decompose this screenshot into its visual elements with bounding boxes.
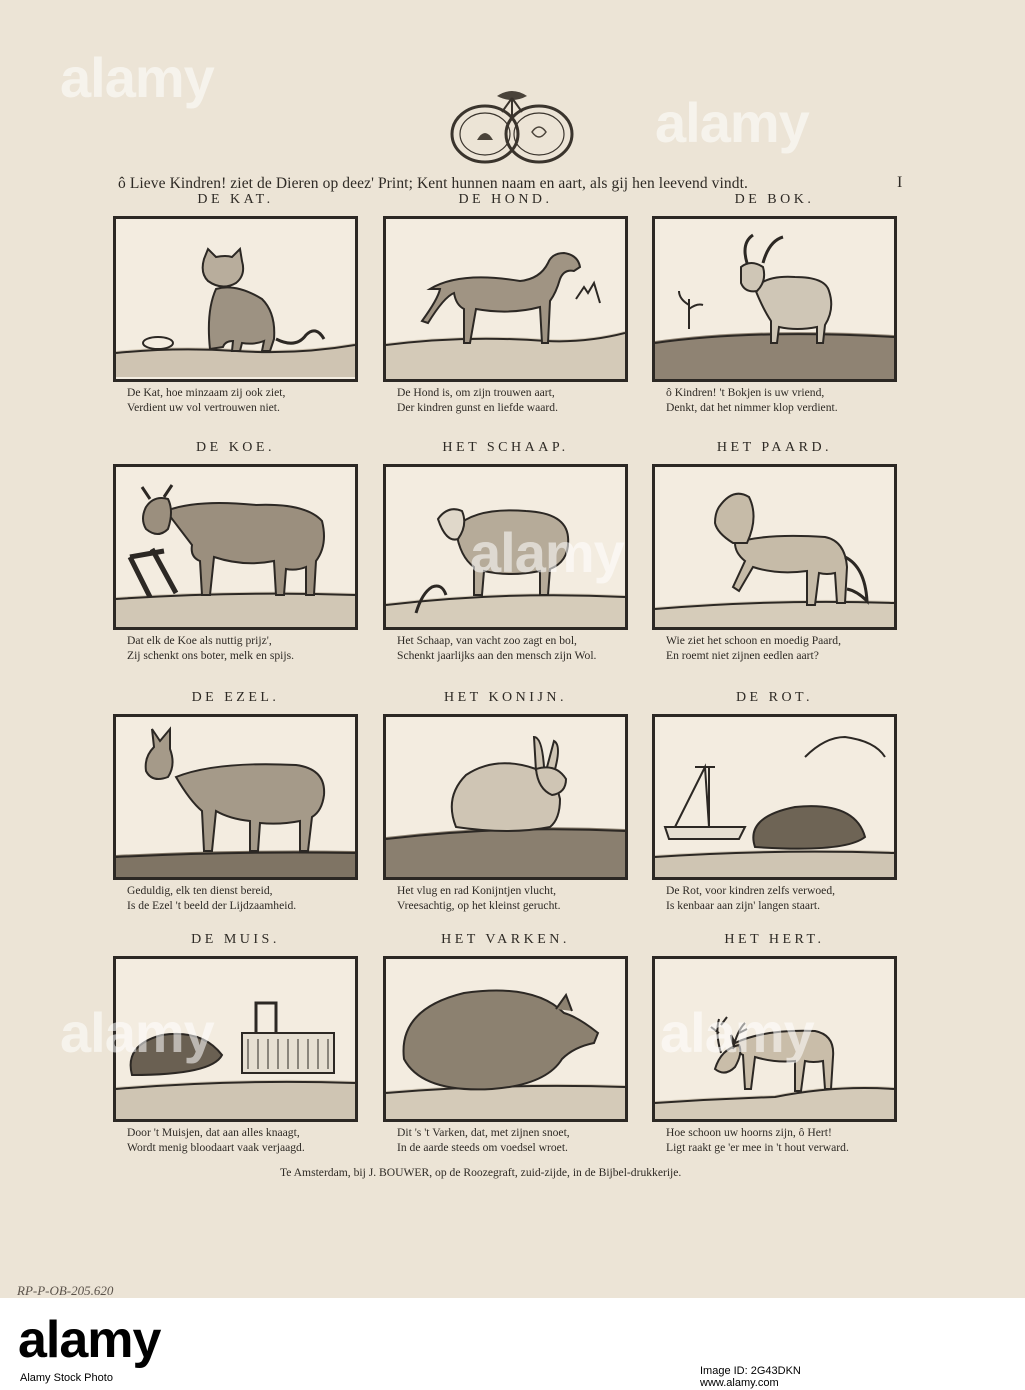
animal-verse: Dat elk de Koe als nuttig prijz', Zij schenkt ons boter, melk en spijs. (127, 634, 294, 662)
woodcut-frame (652, 714, 897, 880)
stock-caption: Alamy Stock Photo (20, 1372, 113, 1384)
donkey-woodcut-icon (116, 717, 355, 877)
rat-woodcut-icon (655, 717, 894, 877)
sheet-number: I (897, 174, 903, 191)
animal-verse: De Rot, voor kindren zelfs verwoed, Is kenbaar aan zijn' langen staart. (666, 884, 836, 912)
publisher-imprint: Te Amsterdam, bij J. BOUWER, op de Roozegraft, zuid-zijde, in de Bijbel-drukkerije. (280, 1166, 682, 1179)
animal-name: HET SCHAAP. (442, 440, 569, 455)
goat-woodcut-icon (655, 219, 894, 379)
animal-verse: De Kat, hoe minzaam zij ook ziet, Verdient uw vol vertrouwen niet. (127, 386, 286, 414)
woodcut-frame (383, 956, 628, 1122)
watermark: alamy (660, 1001, 814, 1064)
woodcut-frame (113, 464, 358, 630)
watermark: alamy (470, 521, 624, 584)
stock-image-id: Image ID: 2G43DKN (700, 1365, 801, 1377)
animal-verse: De Hond is, om zijn trouwen aart, Der kindren gunst en liefde waard. (397, 386, 558, 414)
cow-woodcut-icon (116, 467, 355, 627)
woodcut-frame (383, 216, 628, 382)
watermark: alamy (60, 1001, 214, 1064)
stock-logo: alamy (18, 1311, 161, 1369)
animal-verse: Dit 's 't Varken, dat, met zijnen snoet, In de aarde steeds om voedsel wroet. (397, 1126, 570, 1154)
animal-verse: Hoe schoon uw hoorns zijn, ô Hert! Ligt raakt ge 'er mee in 't hout verward. (666, 1126, 849, 1154)
animal-name: HET PAARD. (716, 440, 833, 455)
animal-verse: Wie ziet het schoon en moedig Paard, En roemt niet zijnen eedlen aart? (666, 634, 841, 662)
watermark: alamy (655, 91, 809, 154)
woodcut-frame (383, 714, 628, 880)
animal-verse: Het vlug en rad Konijntjen vlucht, Vreesachtig, op het kleinst gerucht. (397, 884, 561, 912)
animal-name: DE ROT. (735, 690, 814, 705)
animal-name: DE KOE. (196, 440, 275, 455)
sheet-title: ô Lieve Kindren! ziet de Dieren op deez' Print; Kent hunnen naam en aart, als gij hen leevend vindt. (118, 175, 748, 192)
inventory-number: RP-P-OB-205.620 (17, 1283, 114, 1298)
animal-name: DE MUIS. (191, 932, 280, 947)
dog-woodcut-icon (386, 219, 625, 379)
animal-verse: ô Kindren! 't Bokjen is uw vriend, Denkt, dat het nimmer klop verdient. (666, 386, 838, 414)
emblem-wreath-icon (437, 88, 587, 168)
woodcut-frame (652, 464, 897, 630)
animal-name: DE HOND. (458, 192, 553, 207)
animal-name: DE EZEL. (191, 690, 280, 705)
animal-name: HET VARKEN. (441, 932, 570, 947)
woodcut-frame (113, 216, 358, 382)
pig-woodcut-icon (386, 959, 625, 1119)
animal-name: HET HERT. (724, 932, 825, 947)
animal-name: DE BOK. (734, 192, 815, 207)
animal-verse: Het Schaap, van vacht zoo zagt en bol, Schenkt jaarlijks aan den mensch zijn Wol. (397, 634, 597, 662)
animal-verse: Door 't Muisjen, dat aan alles knaagt, Wordt menig bloodaart vaak verjaagd. (127, 1126, 305, 1154)
stock-url: www.alamy.com (700, 1377, 779, 1389)
woodcut-frame (652, 216, 897, 382)
woodcut-frame (113, 714, 358, 880)
watermark: alamy (60, 46, 214, 109)
animal-name: DE KAT. (197, 192, 274, 207)
animal-name: HET KONIJN. (443, 690, 567, 705)
rabbit-woodcut-icon (386, 717, 625, 877)
horse-woodcut-icon (655, 467, 894, 627)
animal-verse: Geduldig, elk ten dienst bereid, Is de Ezel 't beeld der Lijdzaamheid. (127, 884, 297, 912)
cat-woodcut-icon (116, 219, 355, 379)
